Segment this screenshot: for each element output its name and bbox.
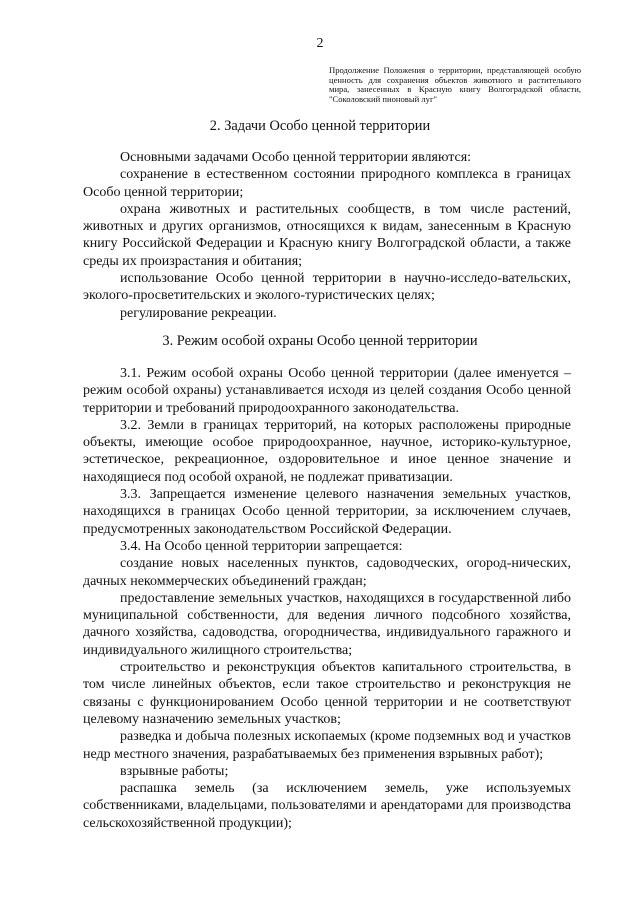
paragraph: 3.2. Земли в границах территорий, на которых расположены природные объекты, имеющие особое природоохранное, научное, историко-культурное, эстетическое, рекреационное, оздоровительное и иное ценное значение и находящиеся под особой охраной, не подлежат приватизации. [83, 417, 571, 485]
paragraph: распашка земель (за исключением земель, уже используемых собственниками, владельцами, пользователями и арендаторами для производства сельскохозяйственной продукции); [83, 781, 571, 831]
section-3-title: 3. Режим особой охраны Особо ценной территории [162, 333, 478, 349]
paragraph: создание новых населенных пунктов, садоводческих, огород-нических, дачных некоммерческих объединений граждан; [83, 556, 571, 589]
paragraph: сохранение в естественном состоянии природного комплекса в границах Особо ценной территории; [83, 167, 571, 200]
paragraph: охрана животных и растительных сообществ, в том числе растений, животных и других организмов, относящихся к видам, занесенным в Красную книгу Российской Федерации и Красную книгу Волгоградской области, а также среды их произрастания и обитания; [83, 201, 571, 269]
paragraph: предоставление земельных участков, находящихся в государственной либо муниципальной собственности, для ведения личного подсобного хозяйства, дачного хозяйства, садоводства, огородничества, индивидуального гаражного и индивидуального жилищного строительства; [83, 590, 571, 658]
paragraph: разведка и добыча полезных ископаемых (кроме подземных вод и участков недр местного значения, разрабатываемых без применения взрывных работ); [83, 729, 571, 762]
page-number: 2 [316, 36, 324, 51]
paragraph: 3.3. Запрещается изменение целевого назначения земельных участков, находящихся в границах Особо ценной территории, за исключением случаев, предусмотренных законодательством Российской Федерации. [83, 487, 571, 537]
section-2-body [83, 149, 571, 322]
paragraph: 3.4. На Особо ценной территории запрещается: [120, 538, 403, 554]
section-2-title: 2. Задачи Особо ценной территории [209, 118, 431, 134]
paragraph: использование Особо ценной территории в научно-исследо-вательских, эколого-просветительских и эколого-туристических целях; [83, 271, 571, 304]
paragraph: взрывные работы; [120, 763, 229, 779]
paragraph: Основными задачами Особо ценной территории являются: [120, 150, 472, 165]
paragraph: строительство и реконструкция объектов капитального строительства, в том числе линейных объектов, если такое строительство и реконструкция не связаны с функционированием Особо ценной территории и не соответствуют целевому назначению земельных участков; [83, 660, 571, 727]
paragraph: 3.1. Режим особой охраны Особо ценной территории (далее именуется – режим особой охраны) устанавливается исходя из целей создания Особо ценной территории и требований природоохранного законодательства. [83, 366, 571, 416]
header-note: Продолжение Положения о территории, представляющей особую ценность для сохранения объектов животного и растительного мира, занесенных в Красную книгу Волгоградской области, "Соколовский пионовый луг" [329, 65, 581, 104]
section-3-body [83, 365, 571, 832]
paragraph: регулирование рекреации. [120, 305, 277, 321]
